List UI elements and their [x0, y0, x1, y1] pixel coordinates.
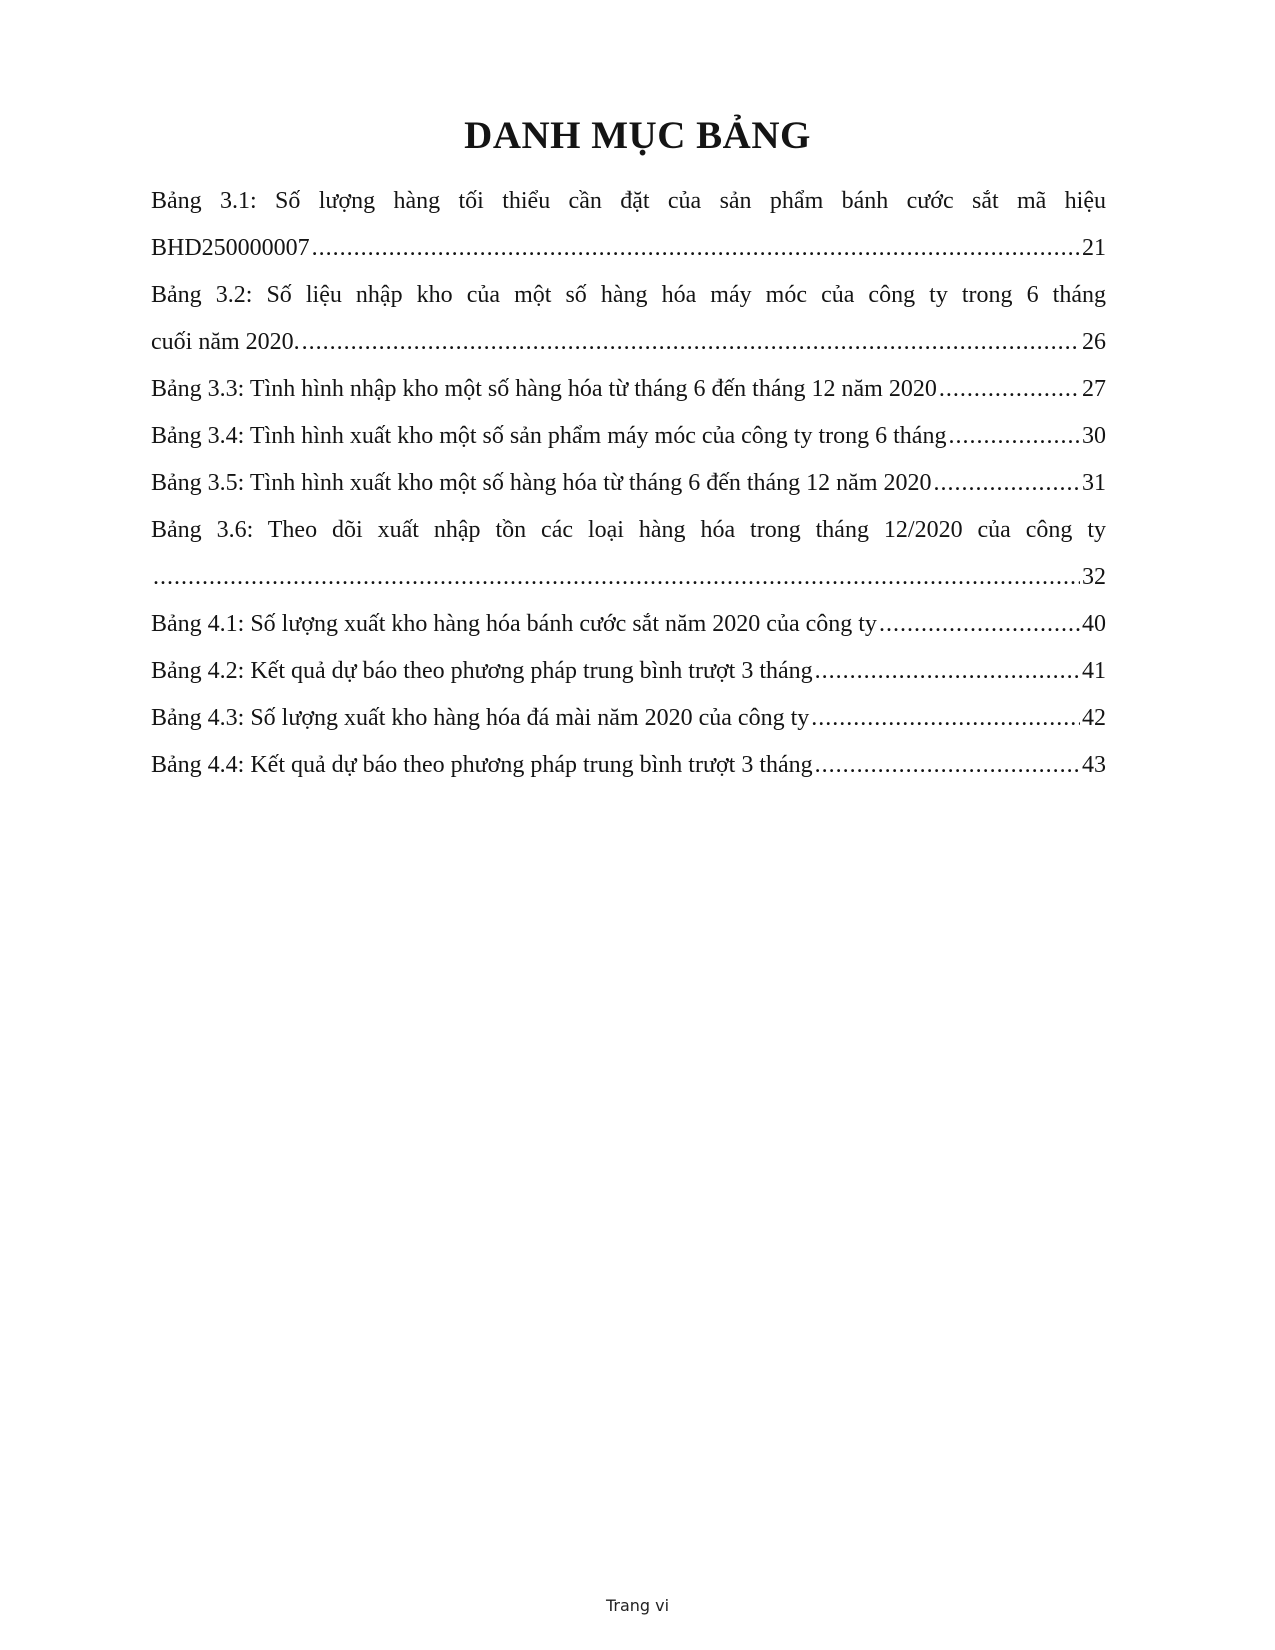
page-number: 30 — [1082, 423, 1106, 449]
toc-entry — [151, 366, 1106, 413]
toc-entry — [151, 178, 1106, 272]
toc-entry — [151, 601, 1106, 648]
entry-line — [151, 648, 1106, 695]
entry-text: Bảng 3.1: Số lượng hàng tối thiểu cần đặt của sản phẩm bánh cước sắt mã hiệu — [151, 188, 1106, 214]
entry-text: Bảng 3.5: Tình hình xuất kho một số hàng hóa từ tháng 6 đến tháng 12 năm 2020 — [151, 470, 932, 496]
toc-entry — [151, 742, 1106, 789]
entry-line — [151, 742, 1106, 789]
page-footer: Trang vi — [605, 1596, 670, 1615]
toc-entry — [151, 460, 1106, 507]
entry-text: Bảng 4.2: Kết quả dự báo theo phương pháp trung bình trượt 3 tháng — [151, 658, 813, 684]
entry-line — [151, 225, 1106, 272]
entry-text: Bảng 3.2: Số liệu nhập kho của một số hàng hóa máy móc của công ty trong 6 tháng — [151, 282, 1106, 308]
entry-line — [151, 460, 1106, 507]
page-number: 41 — [1082, 658, 1106, 684]
entry-text: Bảng 3.6: Theo dõi xuất nhập tồn các loại hàng hóa trong tháng 12/2020 của công ty — [151, 517, 1106, 543]
entry-text: Bảng 4.1: Số lượng xuất kho hàng hóa bánh cước sắt năm 2020 của công ty — [151, 611, 877, 637]
dot-leader — [153, 554, 1080, 601]
page-number: 26 — [1082, 329, 1106, 355]
dot-leader — [811, 695, 1080, 742]
entry-text: Bảng 3.3: Tình hình nhập kho một số hàng hóa từ tháng 6 đến tháng 12 năm 2020 — [151, 376, 937, 402]
entry-line — [151, 601, 1106, 648]
page-number: 21 — [1082, 235, 1106, 261]
entry-text: Bảng 3.4: Tình hình xuất kho một số sản phẩm máy móc của công ty trong 6 tháng — [151, 423, 947, 449]
page-number: 42 — [1082, 705, 1106, 731]
entry-text: BHD250000007 — [151, 235, 310, 261]
page-number: 27 — [1082, 376, 1106, 402]
entry-line — [151, 554, 1106, 601]
entry-text: cuối năm 2020. — [151, 329, 300, 355]
page-number: 40 — [1082, 611, 1106, 637]
entry-line — [151, 366, 1106, 413]
dot-leader — [815, 742, 1080, 789]
toc-entry — [151, 272, 1106, 366]
toc-entry — [151, 507, 1106, 601]
entry-line — [151, 413, 1106, 460]
dot-leader — [879, 601, 1080, 648]
dot-leader — [815, 648, 1080, 695]
dot-leader — [948, 413, 1080, 460]
dot-leader — [933, 460, 1080, 507]
page-number: 31 — [1082, 470, 1106, 496]
toc-entry — [151, 413, 1106, 460]
page-number: 32 — [1082, 564, 1106, 590]
toc-entry — [151, 695, 1106, 742]
page-number: 43 — [1082, 752, 1106, 778]
entry-text: Bảng 4.4: Kết quả dự báo theo phương pháp trung bình trượt 3 tháng — [151, 752, 813, 778]
page-title: DANH MỤC BẢNG — [464, 114, 811, 157]
entry-line — [151, 695, 1106, 742]
dot-leader — [312, 225, 1080, 272]
dot-leader — [939, 366, 1080, 413]
dot-leader — [302, 319, 1080, 366]
entry-line — [151, 319, 1106, 366]
toc-entry — [151, 648, 1106, 695]
table-list — [151, 178, 1106, 789]
entry-text: Bảng 4.3: Số lượng xuất kho hàng hóa đá mài năm 2020 của công ty — [151, 705, 810, 731]
